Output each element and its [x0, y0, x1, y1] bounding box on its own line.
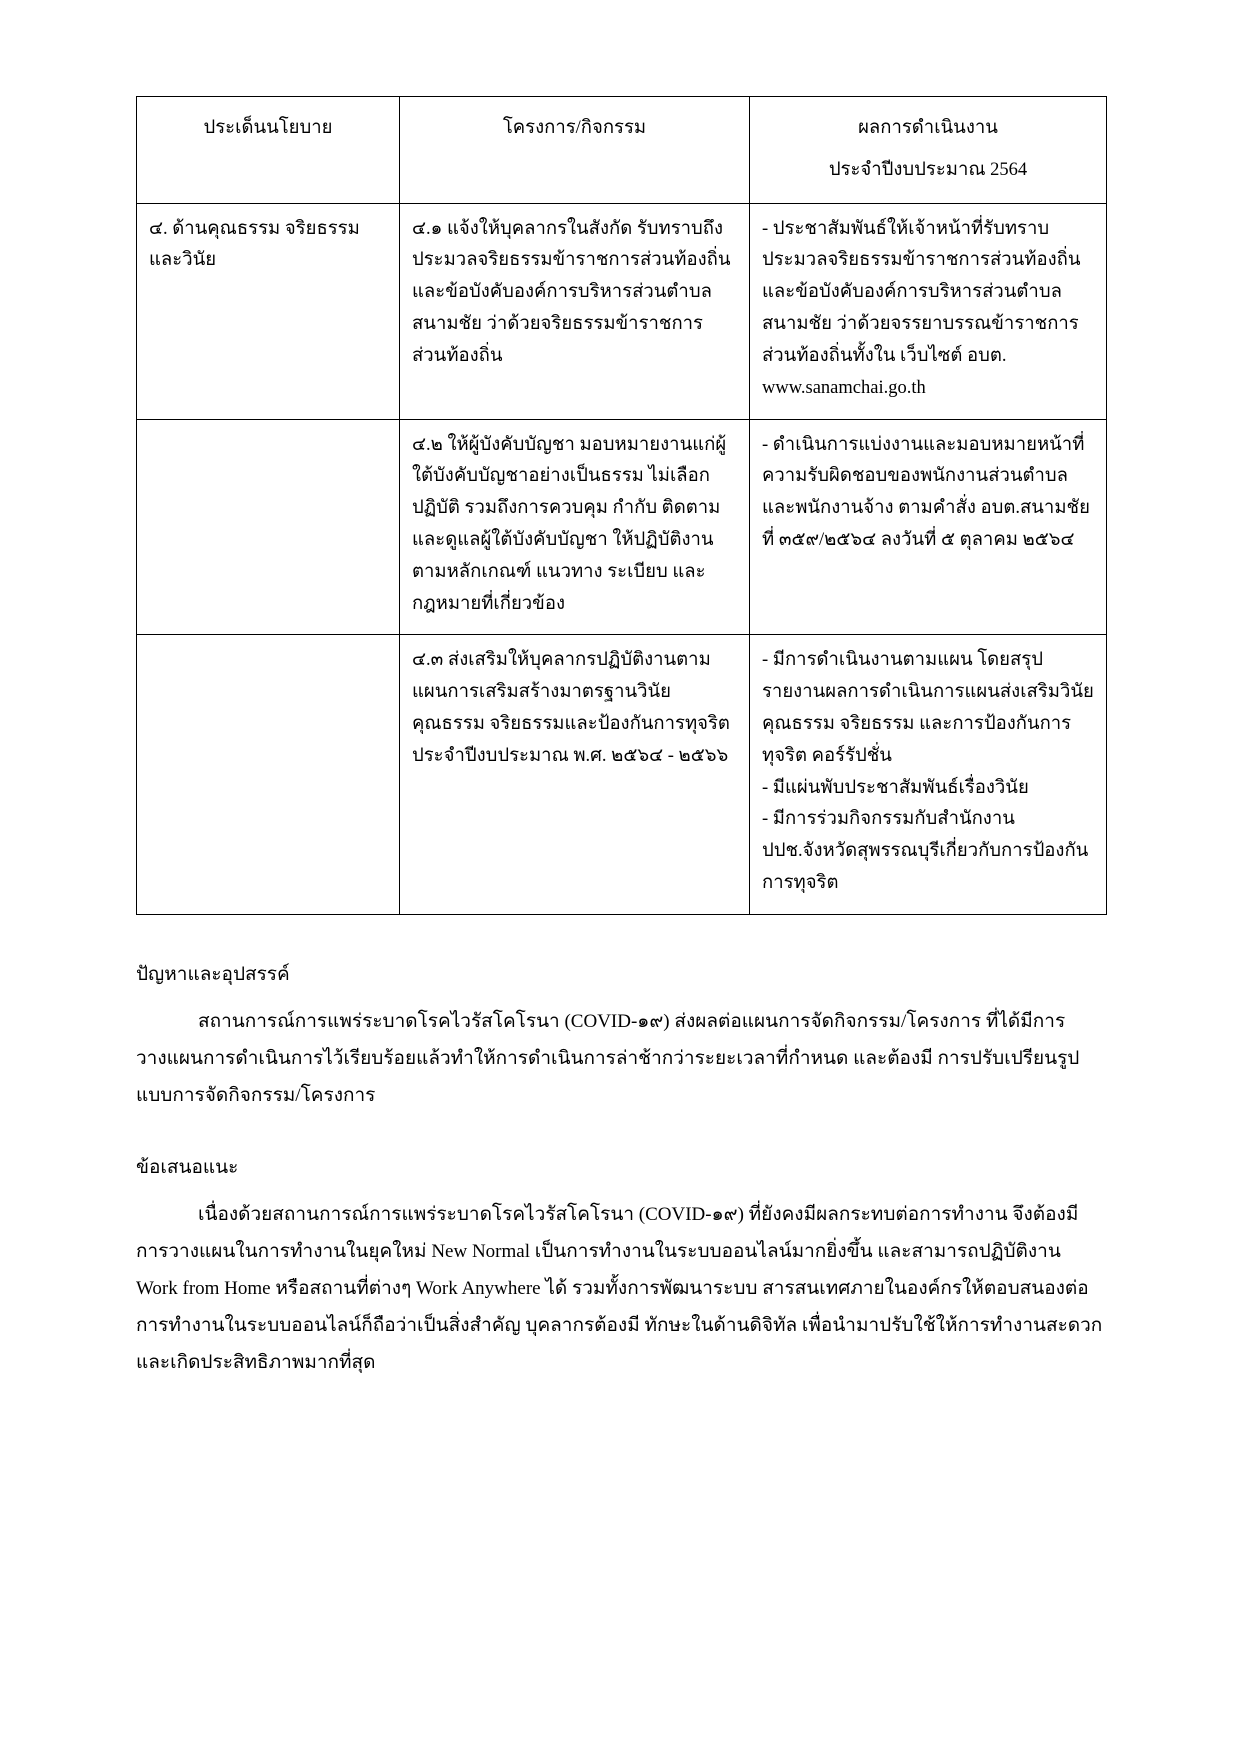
- cell-project-3: ๔.๓ ส่งเสริมให้บุคลากรปฏิบัติงานตามแผนการเสริมสร้างมาตรฐานวินัยคุณธรรม จริยธรรมและป้องกันการทุจริตประจำปีงบประมาณ พ.ศ. ๒๕๖๔ - ๒๕๖๖: [400, 635, 750, 915]
- header-project-line1: โครงการ/กิจกรรม: [502, 118, 647, 138]
- header-cell-result: [750, 97, 1107, 204]
- cell-result-1: - ประชาสัมพันธ์ให้เจ้าหน้าที่รับทราบประมวลจริยธรรมข้าราชการส่วนท้องถิ่น และข้อบังคับองค์การบริหารส่วนตำบลสนามชัย ว่าด้วยจรรยาบรรณข้าราชการส่วนท้องถิ่นทั้งใน เว็บไซต์ อบต. www.sanamchai.go.th: [750, 203, 1107, 419]
- cell-policy-3: [137, 635, 400, 915]
- table-row: [137, 635, 1107, 915]
- section-paragraph-problems: สถานการณ์การแพร่ระบาดโรคไวรัสโคโรนา (COVID-๑๙) ส่งผลต่อแผนการจัดกิจกรรม/โครงการ ที่ได้มีการวางแผนการดำเนินการไว้เรียบร้อยแล้วทำให้การดำเนินการล่าช้ากว่าระยะเวลาที่กำหนด และต้องมี การปรับเปรียนรูปแบบการจัดกิจกรรม/โครงการ: [136, 1010, 1080, 1107]
- page-content: [136, 96, 1106, 1403]
- header-cell-project: [400, 97, 750, 204]
- cell-result-3: [750, 635, 1107, 915]
- result-bullet: - มีการดำเนินงานตามแผน โดยสรุปรายงานผลการดำเนินการแผนส่งเสริมวินัย คุณธรรม จริยธรรม และการป้องกันการทุจริต คอร์รัปชั่น: [762, 650, 1094, 766]
- header-result-line2: ประจำปีงบประมาณ 2564: [828, 159, 1028, 180]
- header-result-line1: ผลการดำเนินงาน: [858, 118, 998, 138]
- table-row: [137, 419, 1107, 635]
- table-header-row: [137, 97, 1107, 204]
- closing-sections: [136, 957, 1106, 1382]
- header-policy-line1: ประเด็นนโยบาย: [203, 118, 333, 138]
- header-cell-policy: [137, 97, 400, 204]
- cell-result-2: - ดำเนินการแบ่งงานและมอบหมายหน้าที่ความรับผิดชอบของพนักงานส่วนตำบลและพนักงานจ้าง ตามคำสั่ง อบต.สนามชัยที่ ๓๕๙/๒๕๖๔ ลงวันที่ ๕ ตุลาคม ๒๕๖๔: [750, 419, 1107, 635]
- cell-policy-1: ๔. ด้านคุณธรรม จริยธรรม และวินัย: [137, 203, 400, 419]
- result-bullet: - มีการร่วมกิจกรรมกับสำนักงาน ปปช.จังหวัดสุพรรณบุรีเกี่ยวกับการป้องกันการทุจริต: [762, 809, 1089, 894]
- cell-project-1: ๔.๑ แจ้งให้บุคลากรในสังกัด รับทราบถึงประมวลจริยธรรมข้าราชการส่วนท้องถิ่น และข้อบังคับองค์การบริหารส่วนตำบลสนามชัย ว่าด้วยจริยธรรมข้าราชการส่วนท้องถิ่น: [400, 203, 750, 419]
- policy-results-table: [136, 96, 1107, 915]
- section-heading-suggestions: ข้อเสนอแนะ: [136, 1157, 239, 1179]
- section-heading-problems: ปัญหาและอุปสรรค์: [136, 963, 290, 985]
- section-paragraph-suggestions: เนื่องด้วยสถานการณ์การแพร่ระบาดโรคไวรัสโคโรนา (COVID-๑๙) ที่ยังคงมีผลกระทบต่อการทำงาน จึงต้องมีการวางแผนในการทำงานในยุคใหม่ New Normal เป็นการทำงานในระบบออนไลน์มากยิ่งขึ้น และสามารถปฏิบัติงาน Work from Home หรือสถานที่ต่างๆ Work Anywhere ได้ รวมทั้งการพัฒนาระบบ สารสนเทศภายในองค์กรให้ตอบสนองต่อการทำงานในระบบออนไลน์ก็ถือว่าเป็นสิ่งสำคัญ บุคลากรต้องมี ทักษะในด้านดิจิทัล เพื่อนำมาปรับใช้ให้การทำงานสะดวก และเกิดประสิทธิภาพมากที่สุด: [136, 1204, 1103, 1374]
- table-row: [137, 203, 1107, 419]
- result-bullet: - มีแผ่นพับประชาสัมพันธ์เรื่องวินัย: [762, 777, 1029, 798]
- cell-project-2: ๔.๒ ให้ผู้บังคับบัญชา มอบหมายงานแก่ผู้ใต้บังคับบัญชาอย่างเป็นธรรม ไม่เลือกปฏิบัติ รวมถึงการควบคุม กำกับ ติดตาม และดูแลผู้ใต้บังคับบัญชา ให้ปฏิบัติงานตามหลักเกณฑ์ แนวทาง ระเบียบ และกฎหมายที่เกี่ยวข้อง: [400, 419, 750, 635]
- cell-policy-2: [137, 419, 400, 635]
